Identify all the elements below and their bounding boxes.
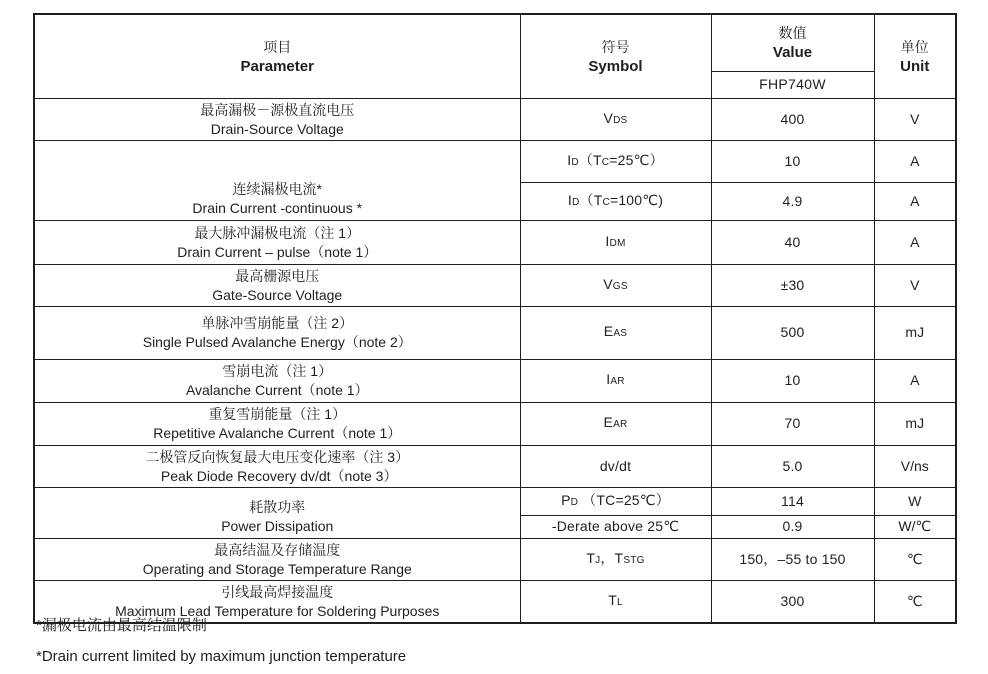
- symbol-cell: ID（TC=100℃): [520, 182, 711, 220]
- table-body: [34, 98, 956, 623]
- col-header-symbol-zh: 符号: [601, 38, 630, 55]
- parameter-en: Avalanche Current（note 1）: [185, 382, 369, 398]
- symbol-cell: VGS: [520, 264, 711, 306]
- value-cell: ±30: [711, 264, 874, 306]
- footnotes: [36, 616, 406, 667]
- col-header-unit: [874, 14, 956, 98]
- value-cell: 150，–55 to 150: [711, 538, 874, 580]
- unit-cell: V: [874, 98, 956, 140]
- absolute-maximum-ratings-table: [33, 13, 957, 624]
- parameter-en: Repetitive Avalanche Current（note 1）: [153, 425, 402, 441]
- col-header-unit-en: Unit: [900, 57, 930, 75]
- symbol-cell: EAS: [520, 306, 711, 359]
- unit-cell: ℃: [874, 580, 956, 623]
- unit-cell: W/℃: [874, 515, 956, 538]
- table-row: [34, 359, 956, 402]
- table-row: [34, 220, 956, 264]
- header-row-top: [34, 14, 956, 71]
- table-row: [34, 487, 956, 515]
- parameter-cell: [34, 98, 520, 140]
- table-row: [34, 140, 956, 182]
- parameter-en: Maximum Lead Temperature for Soldering Purposes: [115, 602, 440, 619]
- col-header-unit-zh: 单位: [900, 38, 929, 55]
- parameter-en: Power Dissipation: [221, 517, 334, 534]
- unit-cell: W: [874, 487, 956, 515]
- value-cell: 40: [711, 220, 874, 264]
- col-header-symbol-en: Symbol: [588, 57, 643, 75]
- parameter-zh: 重复雪崩能量（注 1）: [208, 406, 347, 422]
- col-header-symbol: [520, 14, 711, 98]
- parameter-cell: [34, 220, 520, 264]
- parameter-cell: [34, 487, 520, 538]
- symbol-cell: PD （TC=25℃）: [520, 487, 711, 515]
- device-name-cell: FHP740W: [711, 71, 874, 98]
- symbol-cell: EAR: [520, 402, 711, 445]
- unit-cell: A: [874, 140, 956, 182]
- unit-cell: ℃: [874, 538, 956, 580]
- symbol-cell: VDS: [520, 98, 711, 140]
- symbol-cell: ID（TC=25℃）: [520, 140, 711, 182]
- footnote-zh: *漏极电流由最高结温限制: [36, 617, 207, 634]
- unit-cell: A: [874, 359, 956, 402]
- parameter-zh: 雪崩电流（注 1）: [222, 363, 333, 379]
- table-row: [34, 306, 956, 359]
- symbol-cell: TL: [520, 580, 711, 623]
- parameter-cell: [34, 402, 520, 445]
- parameter-cell: [34, 445, 520, 487]
- parameter-zh: 引线最高焊接温度: [221, 583, 334, 600]
- value-cell: 500: [711, 306, 874, 359]
- parameter-cell: [34, 264, 520, 306]
- parameter-zh: 最高漏极－源极直流电压: [200, 101, 355, 118]
- parameter-zh: 连续漏极电流*: [232, 180, 322, 197]
- parameter-cell: [34, 538, 520, 580]
- value-cell: 10: [711, 140, 874, 182]
- unit-cell: V: [874, 264, 956, 306]
- parameter-zh: 最高结温及存储温度: [214, 541, 341, 558]
- parameter-en: Peak Diode Recovery dv/dt（note 3）: [157, 467, 398, 484]
- value-cell: 10: [711, 359, 874, 402]
- table-row: [34, 98, 956, 140]
- symbol-cell: TJ，TSTG: [520, 538, 711, 580]
- footnote-en: *Drain current limited by maximum junction temperature: [36, 648, 407, 665]
- parameter-zh: 最大脉冲漏极电流（注 1）: [194, 224, 361, 241]
- col-header-parameter-en: Parameter: [240, 57, 314, 75]
- parameter-en: Drain Current -continuous *: [192, 199, 363, 216]
- symbol-cell: IDM: [520, 220, 711, 264]
- unit-cell: V/ns: [874, 445, 956, 487]
- parameter-en: Drain-Source Voltage: [210, 120, 344, 137]
- parameter-zh: 最高栅源电压: [235, 267, 320, 284]
- parameter-zh: 单脉冲雪崩能量（注 2）: [201, 315, 354, 331]
- value-cell: 70: [711, 402, 874, 445]
- col-header-value: [711, 14, 874, 71]
- value-cell: 300: [711, 580, 874, 623]
- parameter-zh: 二极管反向恢复最大电压变化速率（注 3）: [145, 448, 410, 465]
- parameter-en: Gate-Source Voltage: [212, 286, 343, 303]
- value-cell: 400: [711, 98, 874, 140]
- symbol-cell: IAR: [520, 359, 711, 402]
- table-row: [34, 538, 956, 580]
- table-row: [34, 264, 956, 306]
- symbol-cell: -Derate above 25℃: [520, 515, 711, 538]
- symbol-cell: dv/dt: [520, 445, 711, 487]
- col-header-value-zh: 数值: [778, 25, 807, 42]
- unit-cell: mJ: [874, 402, 956, 445]
- parameter-en: Operating and Storage Temperature Range: [142, 560, 412, 577]
- value-cell: 5.0: [711, 445, 874, 487]
- unit-cell: A: [874, 220, 956, 264]
- table-row: [34, 445, 956, 487]
- unit-cell: mJ: [874, 306, 956, 359]
- col-header-parameter-zh: 项目: [263, 38, 292, 55]
- value-cell: 4.9: [711, 182, 874, 220]
- parameter-zh: 耗散功率: [249, 498, 306, 515]
- col-header-parameter: [34, 14, 520, 98]
- col-header-value-en: Value: [772, 44, 813, 62]
- parameter-en: Drain Current – pulse（note 1）: [177, 243, 378, 260]
- parameter-en: Single Pulsed Avalanche Energy（note 2）: [142, 334, 412, 350]
- value-cell: 0.9: [711, 515, 874, 538]
- parameter-cell: [34, 140, 520, 220]
- unit-cell: A: [874, 182, 956, 220]
- value-cell: 114: [711, 487, 874, 515]
- table-row: [34, 402, 956, 445]
- parameter-cell: [34, 359, 520, 402]
- parameter-cell: [34, 306, 520, 359]
